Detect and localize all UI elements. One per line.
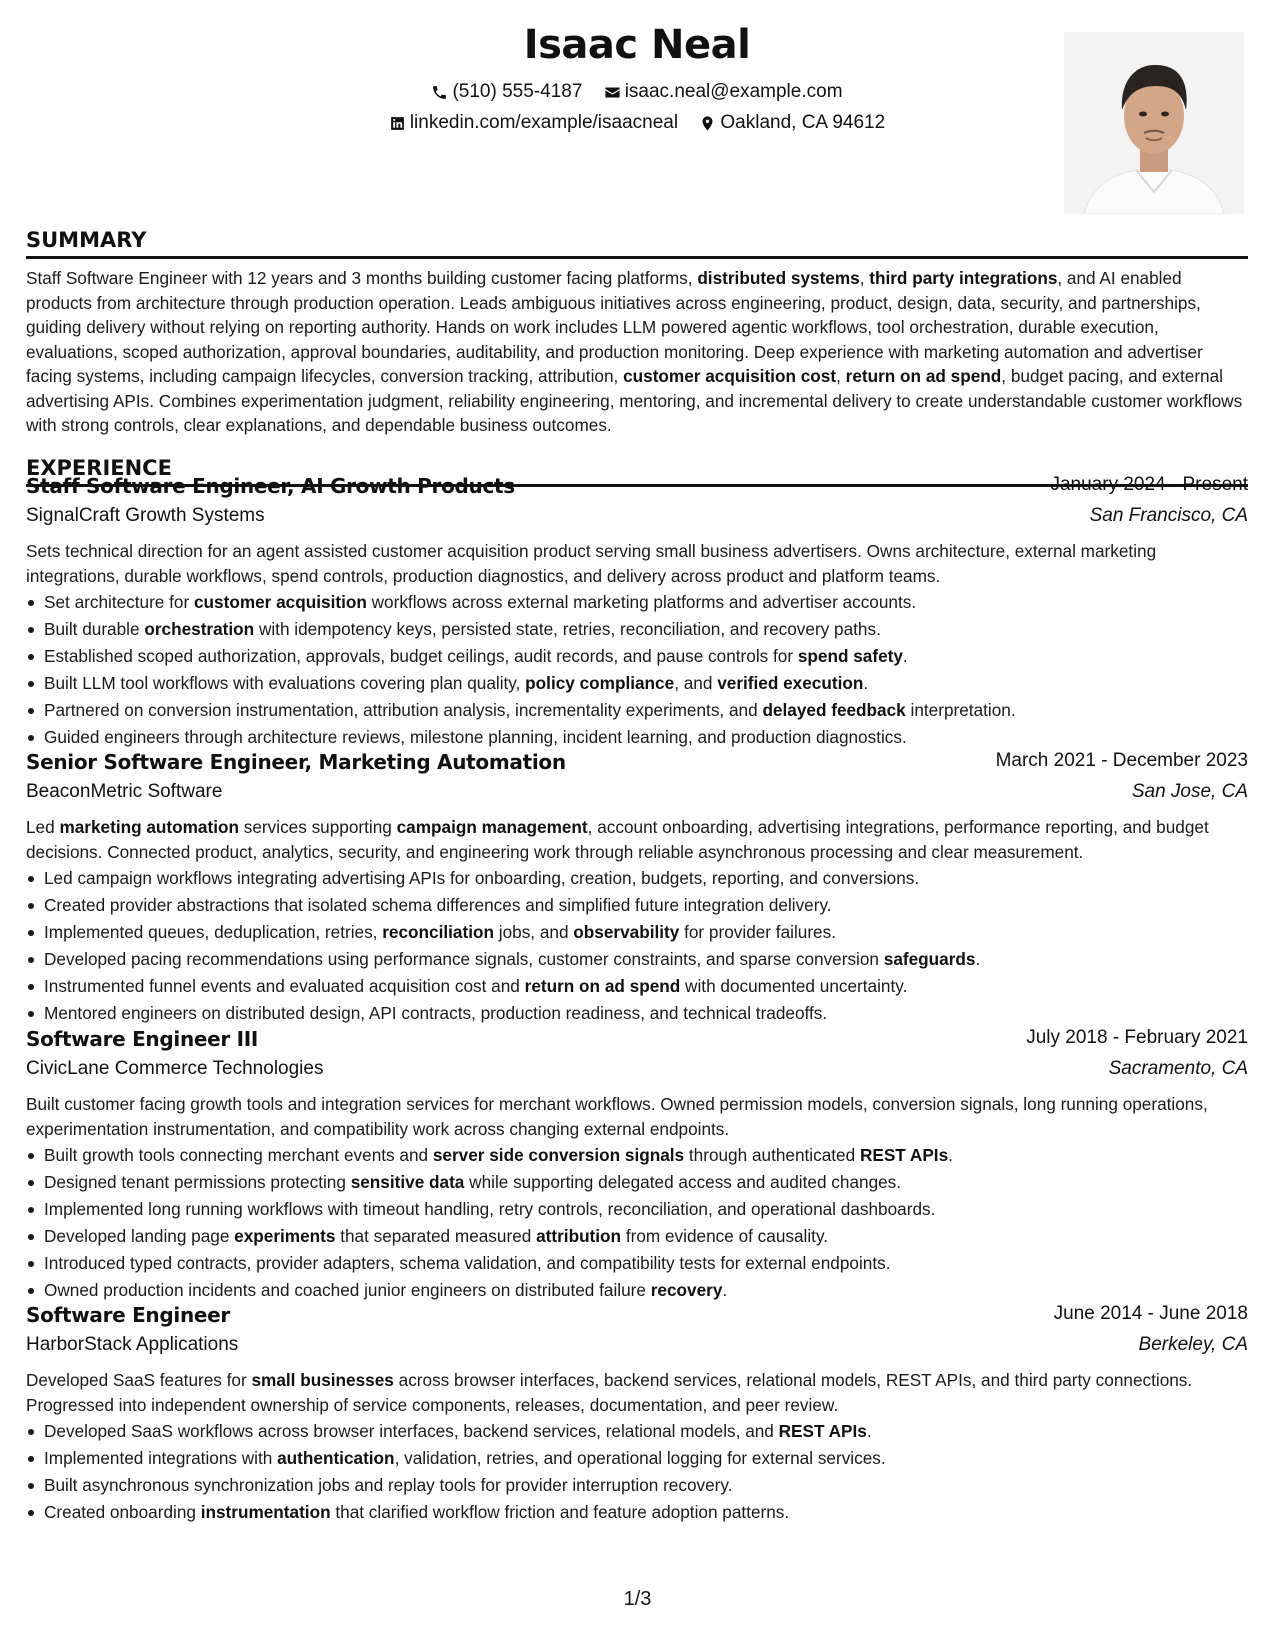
experience-heading: EXPERIENCE <box>26 456 1248 487</box>
phone-number: (510) 555-4187 <box>452 81 583 102</box>
emphasized-text: marketing automation <box>59 817 239 837</box>
emphasized-text: observability <box>573 922 680 942</box>
email-contact[interactable] <box>604 81 843 103</box>
job-company-row <box>26 781 1248 812</box>
job-bullets <box>26 589 1248 751</box>
bullet-item <box>26 946 1248 973</box>
emphasized-text: delayed feedback <box>762 700 906 720</box>
job-description <box>26 539 1248 588</box>
bullet-item <box>26 1418 1248 1445</box>
text-run: , budget pacing, and external advertising APIs. Combines experimentation judgment, reliability engineering, mentoring, and incremental delivery to create understandable customer workflows with strong controls, clear explanations, and dependable business outcomes. <box>26 366 1243 435</box>
summary-paragraph <box>26 266 1248 438</box>
emphasized-text: spend safety <box>797 646 903 666</box>
text-run: that separated measured <box>335 1226 537 1246</box>
bullet-item <box>26 697 1248 724</box>
job-title: Software Engineer III <box>26 1027 259 1051</box>
job-title: Staff Software Engineer, AI Growth Products <box>26 474 515 498</box>
text-run: Introduced typed contracts, provider adapters, schema validation, and compatibility tests for external endpoints. <box>44 1253 891 1273</box>
text-run: Staff Software Engineer with 12 years and 3 months building customer facing platforms, <box>26 268 698 288</box>
envelope-icon <box>604 84 621 101</box>
emphasized-text: recovery <box>650 1280 723 1300</box>
text-run: Implemented long running workflows with timeout handling, retry controls, reconciliation, and operational dashboards. <box>44 1199 936 1219</box>
job-title: Senior Software Engineer, Marketing Automation <box>26 750 566 774</box>
job-location: San Jose, CA <box>1131 781 1248 802</box>
text-run: , account onboarding, advertising integrations, performance reporting, and budget decisions. Connected product, analytics, security, and engineering work through reliable asynchronous processing and clear measurement. <box>26 817 1209 862</box>
bullet-item <box>26 670 1248 697</box>
emphasized-text: return on ad spend <box>524 976 681 996</box>
bullet-item <box>26 1169 1248 1196</box>
text-run: Developed pacing recommendations using performance signals, customer constraints, and sparse conversion <box>44 949 884 969</box>
text-run: , and <box>674 673 718 693</box>
job-dates: January 2024 - Present <box>1050 474 1248 495</box>
portrait-image <box>1064 32 1244 214</box>
emphasized-text: policy compliance <box>525 673 675 693</box>
text-run: Sets technical direction for an agent assisted customer acquisition product serving small business advertisers. Owns architecture, external marketing integrations, durable workflows, spend controls, production diagnostics, and delivery across product and platform teams. <box>26 541 1157 586</box>
resume-header <box>26 0 1248 218</box>
emphasized-text: small businesses <box>251 1370 394 1390</box>
text-run: Created provider abstractions that isolated schema differences and simplified future integration delivery. <box>44 895 832 915</box>
text-run: . <box>975 949 981 969</box>
emphasized-text: campaign management <box>396 817 588 837</box>
email-address[interactable]: isaac.neal@example.com <box>624 81 843 102</box>
job-title: Software Engineer <box>26 1303 230 1327</box>
emphasized-text: experiments <box>234 1226 336 1246</box>
job-company-row <box>26 1058 1248 1089</box>
location-contact <box>699 112 885 134</box>
bullet-item <box>26 616 1248 643</box>
emphasized-text: REST APIs <box>859 1145 949 1165</box>
text-run: . <box>722 1280 728 1300</box>
text-run: with idempotency keys, persisted state, retries, reconciliation, and recovery paths. <box>254 619 881 639</box>
bullet-item <box>26 865 1248 892</box>
text-run: . <box>866 1421 872 1441</box>
bullet-item <box>26 973 1248 1000</box>
text-run: Guided engineers through architecture reviews, milestone planning, incident learning, and production diagnostics. <box>44 727 907 747</box>
job-dates: June 2014 - June 2018 <box>1053 1303 1248 1324</box>
job-title-row <box>26 1303 1248 1334</box>
emphasized-text: orchestration <box>144 619 255 639</box>
text-run: Led <box>26 817 60 837</box>
linkedin-url[interactable]: linkedin.com/example/isaacneal <box>409 112 679 133</box>
job-company: HarborStack Applications <box>26 1334 239 1355</box>
profile-photo <box>1064 32 1244 214</box>
job-location: Sacramento, CA <box>1108 1058 1248 1079</box>
phone-contact <box>431 81 582 103</box>
job-bullets <box>26 1142 1248 1304</box>
bullet-item <box>26 724 1248 751</box>
text-run: . <box>902 646 908 666</box>
job-entry <box>26 474 1248 751</box>
job-title-row <box>26 474 1248 505</box>
text-run: Instrumented funnel events and evaluated acquisition cost and <box>44 976 525 996</box>
emphasized-text: verified execution <box>717 673 864 693</box>
text-run: Owned production incidents and coached junior engineers on distributed failure <box>44 1280 651 1300</box>
job-dates: July 2018 - February 2021 <box>1026 1027 1248 1048</box>
text-run: Built asynchronous synchronization jobs and replay tools for provider interruption recovery. <box>44 1475 733 1495</box>
text-run: Developed landing page <box>44 1226 235 1246</box>
bullet-item <box>26 1445 1248 1472</box>
linkedin-icon <box>389 115 406 132</box>
text-run: Developed SaaS workflows across browser interfaces, backend services, relational models, and <box>44 1421 779 1441</box>
job-company: SignalCraft Growth Systems <box>26 505 265 526</box>
emphasized-text: sensitive data <box>350 1172 465 1192</box>
job-bullets <box>26 1418 1248 1526</box>
bullet-item <box>26 1277 1248 1304</box>
text-run: while supporting delegated access and audited changes. <box>464 1172 902 1192</box>
bullet-item <box>26 1142 1248 1169</box>
job-title-row <box>26 1027 1248 1058</box>
job-company: BeaconMetric Software <box>26 781 223 802</box>
text-run: Implemented queues, deduplication, retries, <box>44 922 383 942</box>
text-run: services supporting <box>239 817 397 837</box>
text-run: Designed tenant permissions protecting <box>44 1172 351 1192</box>
bullet-item <box>26 1250 1248 1277</box>
emphasized-text: instrumentation <box>200 1502 331 1522</box>
emphasized-text: distributed systems <box>697 268 860 288</box>
text-run: for provider failures. <box>679 922 836 942</box>
text-run: Set architecture for <box>44 592 194 612</box>
bullet-item <box>26 1472 1248 1499</box>
text-run: Implemented integrations with <box>44 1448 278 1468</box>
text-run: , and AI enabled products from architecture through production operation. Leads ambiguous initiatives across engineering, product, design, data, security, and partnerships, guiding delivery without relying on reporting authority. Hands on work includes LLM powered agentic workflows, tool orchestration, durable execution, evaluations, scoped authorization, approval boundaries, auditability, and production monitoring. Deep experience with marketing automation and advertiser facing systems, including campaign lifecycles, conversion tracking, attribution, <box>26 268 1203 386</box>
job-company: CivicLane Commerce Technologies <box>26 1058 324 1079</box>
text-run: Created onboarding <box>44 1502 201 1522</box>
bullet-item <box>26 1196 1248 1223</box>
job-location: Berkeley, CA <box>1138 1334 1248 1355</box>
job-bullets <box>26 865 1248 1027</box>
text-run: Partnered on conversion instrumentation, attribution analysis, incrementality experiments, and <box>44 700 763 720</box>
bullet-item <box>26 1000 1248 1027</box>
text-run: across browser interfaces, backend services, relational models, REST APIs, and third party connections. Progressed into independent ownership of service components, releases, documentation, and peer review. <box>26 1370 1193 1415</box>
resume-page <box>26 0 1248 1522</box>
text-run: . <box>863 673 869 693</box>
text-run: jobs, and <box>493 922 574 942</box>
text-run: Built growth tools connecting merchant events and <box>44 1145 433 1165</box>
emphasized-text: third party integrations <box>869 268 1058 288</box>
summary-heading: SUMMARY <box>26 228 1248 259</box>
page-indicator: 1/3 <box>623 1588 652 1610</box>
location-text: Oakland, CA 94612 <box>720 112 886 133</box>
job-description <box>26 1092 1248 1141</box>
job-company-row <box>26 505 1248 536</box>
text-run: , validation, retries, and operational logging for external services. <box>394 1448 886 1468</box>
job-company-row <box>26 1334 1248 1365</box>
text-run: . <box>948 1145 953 1165</box>
emphasized-text: customer acquisition cost <box>623 366 837 386</box>
bullet-item <box>26 643 1248 670</box>
emphasized-text: safeguards <box>883 949 976 969</box>
emphasized-text: return on ad spend <box>845 366 1002 386</box>
text-run: that clarified workflow friction and feature adoption patterns. <box>330 1502 790 1522</box>
emphasized-text: reconciliation <box>382 922 494 942</box>
text-run: , <box>859 268 870 288</box>
text-run: Built LLM tool workflows with evaluations covering plan quality, <box>44 673 526 693</box>
emphasized-text: attribution <box>536 1226 622 1246</box>
phone-icon <box>431 84 448 101</box>
map-pin-icon <box>699 115 716 132</box>
job-entry <box>26 750 1248 1027</box>
job-description <box>26 1368 1248 1417</box>
candidate-name: Isaac Neal <box>523 22 751 68</box>
job-entry <box>26 1027 1248 1304</box>
job-entry <box>26 1303 1248 1526</box>
emphasized-text: authentication <box>277 1448 395 1468</box>
text-run: through authenticated <box>684 1145 860 1165</box>
emphasized-text: customer acquisition <box>193 592 367 612</box>
text-run: interpretation. <box>905 700 1016 720</box>
text-run: Led campaign workflows integrating advertising APIs for onboarding, creation, budgets, reporting, and conversions. <box>44 868 920 888</box>
job-dates: March 2021 - December 2023 <box>995 750 1248 771</box>
text-run: Mentored engineers on distributed design, API contracts, production readiness, and technical tradeoffs. <box>44 1003 828 1023</box>
text-run: from evidence of causality. <box>621 1226 829 1246</box>
bullet-item <box>26 589 1248 616</box>
text-run: workflows across external marketing platforms and advertiser accounts. <box>366 592 917 612</box>
bullet-item <box>26 892 1248 919</box>
job-title-row <box>26 750 1248 781</box>
text-run: with documented uncertainty. <box>680 976 908 996</box>
bullet-item <box>26 919 1248 946</box>
text-run: Developed SaaS features for <box>26 1370 252 1390</box>
text-run: , <box>836 366 846 386</box>
text-run: Built durable <box>44 619 145 639</box>
text-run: Established scoped authorization, approvals, budget ceilings, audit records, and pause controls for <box>44 646 798 666</box>
bullet-item <box>26 1223 1248 1250</box>
linkedin-contact[interactable] <box>389 112 678 134</box>
emphasized-text: REST APIs <box>778 1421 867 1441</box>
job-location: San Francisco, CA <box>1089 505 1248 526</box>
bullet-item <box>26 1499 1248 1526</box>
emphasized-text: server side conversion signals <box>432 1145 685 1165</box>
text-run: Built customer facing growth tools and integration services for merchant workflows. Owned permission models, conversion signals, long running operations, experimentation instrumentation, and compatibility work across changing external endpoints. <box>26 1094 1208 1139</box>
job-description <box>26 815 1248 864</box>
